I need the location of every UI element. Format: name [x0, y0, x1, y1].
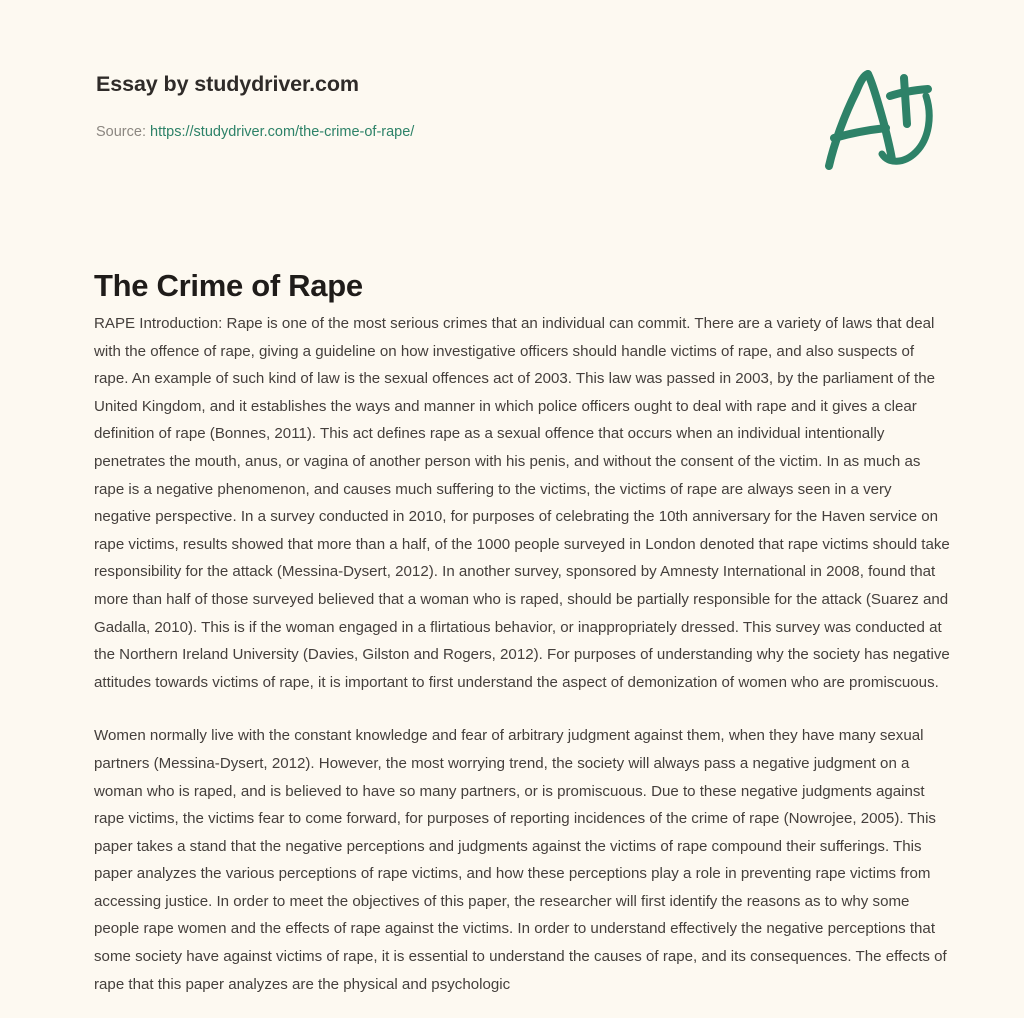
a-plus-logo	[812, 66, 952, 172]
source-line	[96, 124, 414, 140]
essay-body	[94, 310, 952, 998]
page-title: The Crime of Rape	[94, 267, 363, 303]
source-url-link[interactable]: https://studydriver.com/the-crime-of-rape/	[150, 124, 415, 140]
a-plus-logo-icon	[812, 66, 952, 172]
essay-paragraph: Women normally live with the constant knowledge and fear of arbitrary judgment against them, when they have many sexual partners (Messina-Dysert, 2012). However, the most worrying trend, the society will always pass a negative judgment on a woman who is raped, and is believed to have so many partners, or is promiscuous. Due to these negative judgments against rape victims, the victims fear to come forward, for purposes of reporting incidences of the crime of rape (Nowrojee, 2005). This paper takes a stand that the negative perceptions and judgments against the victims of rape compound their sufferings. This paper analyzes the various perceptions of rape victims, and how these perceptions play a role in preventing rape victims from accessing justice. In order to meet the objectives of this paper, the researcher will first identify the reasons as to why some people rape women and the effects of rape against the victims. In order to understand effectively the negative perceptions that some society have against victims of rape, it is essential to understand the causes of rape, and its consequences. The effects of rape that this paper analyzes are the physical and psychologic	[94, 727, 947, 993]
essay-paragraph: RAPE Introduction: Rape is one of the most serious crimes that an individual can commit. There are a variety of laws that deal with the offence of rape, giving a guideline on how investigative officers should handle victims of rape, and also suspects of rape. An example of such kind of law is the sexual offences act of 2003. This law was passed in 2003, by the parliament of the United Kingdom, and it establishes the ways and manner in which police officers ought to deal with rape and it gives a clear definition of rape (Bonnes, 2011). This act defines rape as a sexual offence that occurs when an individual intentionally penetrates the mouth, anus, or vagina of another person with his penis, and without the consent of the victim. In as much as rape is a negative phenomenon, and causes much suffering to the victims, the victims of rape are always seen in a very negative perspective. In a survey conducted in 2010, for purposes of celebrating the 10th anniversary for the Haven service on rape victims, results showed that more than a half, of the 1000 people surveyed in London denoted that rape victims should take responsibility for the attack (Messina-Dysert, 2012). In another survey, sponsored by Amnesty International in 2008, found that more than half of those surveyed believed that a woman who is raped, should be partially responsible for the attack (Suarez and Gadalla, 2010). This is if the woman engaged in a flirtatious behavior, or inappropriately dressed. This survey was conducted at the Northern Ireland University (Davies, Gilston and Rogers, 2012). For purposes of understanding why the society has negative attitudes towards victims of rape, it is important to first understand the aspect of demonization of women who are promiscuous.	[94, 315, 950, 691]
source-label: Source:	[96, 124, 146, 140]
document-header	[0, 0, 1024, 200]
brand-title: Essay by studydriver.com	[96, 72, 359, 96]
